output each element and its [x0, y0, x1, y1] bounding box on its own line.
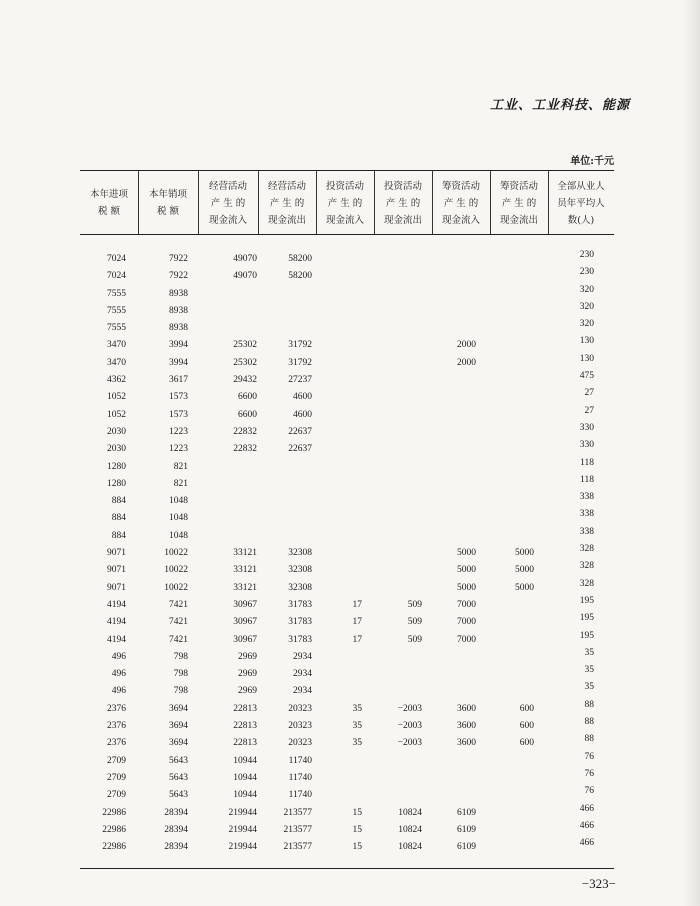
table-row	[80, 613, 620, 630]
table-row	[80, 388, 620, 405]
table-cell: 219944	[228, 824, 257, 835]
table-cell: 35	[584, 647, 594, 658]
table-row	[80, 579, 620, 596]
table-cell: 3470	[107, 357, 126, 368]
table-cell: 5643	[169, 790, 188, 801]
table-cell: 25302	[233, 340, 257, 351]
table-cell: 7024	[107, 271, 126, 282]
column-header-financing-outflow: 筹资活动 产 生 的 现金流出	[499, 180, 538, 226]
table-cell: 17	[352, 599, 362, 610]
table-cell: 11740	[288, 790, 312, 801]
table-row	[80, 509, 620, 526]
column-header-investing-outflow: 投资活动 产 生 的 现金流出	[383, 180, 422, 226]
table-cell: 33121	[233, 548, 257, 559]
table-cell: 7000	[457, 599, 476, 610]
table-cell: 2934	[293, 669, 312, 680]
table-cell: 7421	[169, 617, 188, 628]
table-row	[80, 804, 620, 821]
table-cell: 4194	[107, 617, 126, 628]
table-cell: 22813	[233, 703, 257, 714]
table-cell: 58200	[288, 254, 312, 264]
table-cell: 195	[579, 630, 594, 641]
column-header-output-tax: 本年销项 税 额	[148, 189, 187, 217]
table-row	[80, 475, 620, 492]
table-cell: 1280	[107, 461, 126, 472]
table-cell: 17	[352, 634, 362, 645]
table-row	[80, 734, 620, 751]
table-cell: 496	[111, 651, 126, 662]
table-cell: 509	[407, 617, 422, 628]
table-row	[80, 458, 620, 475]
table-row	[80, 492, 620, 509]
table-cell: 31792	[288, 357, 312, 368]
table-cell: 88	[584, 717, 594, 728]
table-cell: 2000	[457, 357, 476, 368]
table-cell: 1223	[169, 444, 188, 455]
table-body	[80, 250, 620, 855]
table-cell: 2376	[107, 721, 126, 732]
table-cell: 330	[579, 422, 594, 433]
table-cell: 2934	[293, 686, 312, 697]
table-cell: −2003	[397, 738, 422, 749]
table-row	[80, 648, 620, 665]
table-cell: −2003	[397, 721, 422, 732]
column-header-avg-employees: 全部从业人 员年平均人 数(人)	[557, 180, 605, 226]
table-cell: 27	[584, 388, 594, 399]
table-row	[80, 700, 620, 717]
table-cell: 7922	[169, 254, 188, 264]
table-cell: 30967	[233, 634, 257, 645]
table-cell: 884	[111, 530, 126, 541]
table-cell: 130	[579, 353, 594, 364]
table-cell: 3617	[169, 375, 188, 386]
table-cell: 22986	[102, 807, 126, 818]
table-cell: 213577	[283, 807, 312, 818]
table-cell: 88	[584, 734, 594, 745]
table-cell: 7555	[107, 288, 126, 299]
table-cell: 496	[111, 686, 126, 697]
table-row	[80, 682, 620, 699]
table-cell: 2030	[107, 426, 126, 437]
table-cell: 31783	[288, 634, 312, 645]
table-cell: 2000	[457, 340, 476, 351]
table-cell: 27237	[288, 375, 312, 386]
table-cell: 6109	[457, 824, 476, 835]
table-cell: 2376	[107, 703, 126, 714]
table-cell: 1052	[107, 409, 126, 420]
table-cell: 5000	[457, 582, 476, 593]
table-cell: 509	[407, 634, 422, 645]
column-header-financing-inflow: 筹资活动 产 生 的 现金流入	[441, 180, 480, 226]
table-cell: 1280	[107, 478, 126, 489]
table-cell: 35	[584, 665, 594, 676]
table-cell: 230	[579, 267, 594, 278]
table-cell: 7000	[457, 617, 476, 628]
table-cell: 2969	[238, 686, 257, 697]
table-cell: 1048	[169, 513, 188, 524]
table-row	[80, 769, 620, 786]
table-cell: 6109	[457, 842, 476, 853]
table-cell: 5000	[515, 565, 534, 576]
table-cell: 2709	[107, 772, 126, 783]
page-number: −323−	[581, 876, 616, 891]
table-cell: 821	[173, 461, 188, 472]
table-cell: 1052	[107, 392, 126, 403]
table-row	[80, 371, 620, 388]
table-cell: 328	[579, 544, 594, 555]
table-cell: 1223	[169, 426, 188, 437]
table-cell: 33121	[233, 565, 257, 576]
table-cell: 884	[111, 513, 126, 524]
table-cell: 10022	[164, 548, 188, 559]
table-cell: 213577	[283, 842, 312, 853]
table-cell: 2709	[107, 755, 126, 766]
table-cell: 17	[352, 617, 362, 628]
table-cell: 35	[352, 721, 362, 732]
column-header-operating-inflow: 经营活动 产 生 的 现金流入	[208, 180, 247, 226]
table-cell: 320	[579, 301, 594, 312]
column-header-investing-inflow: 投资活动 产 生 的 现金流入	[325, 180, 364, 226]
table-cell: 4600	[293, 392, 312, 403]
column-header-operating-outflow: 经营活动 产 生 的 现金流出	[267, 180, 306, 226]
table-cell: 1573	[169, 409, 188, 420]
table-cell: 5643	[169, 772, 188, 783]
table-cell: 25302	[233, 357, 257, 368]
table-cell: 821	[173, 478, 188, 489]
table-cell: 76	[584, 768, 594, 779]
table-cell: 49070	[233, 254, 257, 264]
table-row	[80, 596, 620, 613]
column-header-input-tax: 本年进项 税 额	[89, 189, 128, 217]
table-row	[80, 319, 620, 336]
table-cell: 3600	[457, 703, 476, 714]
table-cell: 466	[579, 803, 594, 814]
table-row	[80, 267, 620, 284]
table-row	[80, 423, 620, 440]
table-cell: 9071	[107, 548, 126, 559]
table-cell: 5000	[515, 582, 534, 593]
table-cell: 2969	[238, 651, 257, 662]
table-cell: 5000	[457, 548, 476, 559]
table-cell: 76	[584, 751, 594, 762]
table-cell: 31792	[288, 340, 312, 351]
table-cell: 7000	[457, 634, 476, 645]
table-cell: 35	[584, 682, 594, 693]
table-cell: 22986	[102, 842, 126, 853]
table-cell: 10022	[164, 565, 188, 576]
table-cell: 213577	[283, 824, 312, 835]
table-cell: 27	[584, 405, 594, 416]
table-cell: 10824	[398, 824, 422, 835]
table-cell: 118	[580, 457, 594, 468]
table-cell: 4194	[107, 634, 126, 645]
table-cell: 509	[407, 599, 422, 610]
table-cell: −2003	[397, 703, 422, 714]
table-cell: 320	[579, 319, 594, 330]
table-cell: 7922	[169, 271, 188, 282]
table-cell: 20323	[288, 703, 312, 714]
table-row	[80, 821, 620, 838]
table-cell: 15	[352, 824, 362, 835]
table-cell: 5643	[169, 755, 188, 766]
table-cell: 195	[579, 595, 594, 606]
table-cell: 10824	[398, 807, 422, 818]
table-cell: 118	[580, 474, 594, 485]
table-cell: 20323	[288, 738, 312, 749]
table-cell: 31783	[288, 617, 312, 628]
table-cell: 6600	[238, 409, 257, 420]
table-cell: 88	[584, 699, 594, 710]
table-cell: 219944	[228, 842, 257, 853]
table-row	[80, 752, 620, 769]
table-row	[80, 354, 620, 371]
table-cell: 600	[519, 738, 534, 749]
table-row	[80, 527, 620, 544]
table-cell: 466	[579, 838, 594, 849]
table-cell: 4362	[107, 375, 126, 386]
table-cell: 10022	[164, 582, 188, 593]
table-cell: 6109	[457, 807, 476, 818]
table-cell: 798	[173, 651, 188, 662]
table-cell: 884	[111, 496, 126, 507]
table-cell: 9071	[107, 582, 126, 593]
section-title: 工业、工业科技、能源	[489, 98, 630, 113]
table-row	[80, 717, 620, 734]
table-cell: 30967	[233, 617, 257, 628]
table-cell: 330	[579, 440, 594, 451]
table-header-rule	[80, 234, 614, 235]
table-cell: 3994	[169, 340, 188, 351]
table-row	[80, 561, 620, 578]
table-cell: 3694	[169, 738, 188, 749]
table-cell: 6600	[238, 392, 257, 403]
table-cell: 338	[579, 509, 594, 520]
table-cell: 11740	[288, 772, 312, 783]
table-cell: 600	[519, 721, 534, 732]
table-cell: 58200	[288, 271, 312, 282]
table-cell: 4600	[293, 409, 312, 420]
table-cell: 76	[584, 786, 594, 797]
table-cell: 2969	[238, 669, 257, 680]
table-row	[80, 285, 620, 302]
table-cell: 7555	[107, 323, 126, 334]
table-cell: 22986	[102, 824, 126, 835]
table-cell: 798	[173, 686, 188, 697]
table-cell: 9071	[107, 565, 126, 576]
table-cell: 28394	[164, 842, 188, 853]
table-row	[80, 786, 620, 803]
table-cell: 30967	[233, 599, 257, 610]
table-cell: 466	[579, 820, 594, 831]
table-bottom-rule	[80, 868, 614, 869]
table-cell: 2376	[107, 738, 126, 749]
table-cell: 8938	[169, 305, 188, 316]
table-row	[80, 406, 620, 423]
table-cell: 3994	[169, 357, 188, 368]
table-cell: 8938	[169, 288, 188, 299]
table-cell: 22813	[233, 738, 257, 749]
table-cell: 8938	[169, 323, 188, 334]
table-cell: 600	[519, 703, 534, 714]
table-cell: 33121	[233, 582, 257, 593]
table-cell: 29432	[233, 375, 257, 386]
table-cell: 2709	[107, 790, 126, 801]
table-cell: 32308	[288, 565, 312, 576]
scan-shadow	[682, 0, 700, 906]
table-cell: 496	[111, 669, 126, 680]
table-cell: 15	[352, 807, 362, 818]
table-cell: 10944	[233, 790, 257, 801]
table-cell: 1573	[169, 392, 188, 403]
table-cell: 1048	[169, 530, 188, 541]
table-cell: 219944	[228, 807, 257, 818]
table-cell: 22813	[233, 721, 257, 732]
table-cell: 3470	[107, 340, 126, 351]
table-cell: 7555	[107, 305, 126, 316]
table-cell: 31783	[288, 599, 312, 610]
table-cell: 22832	[233, 426, 257, 437]
table-cell: 1048	[169, 496, 188, 507]
table-cell: 5000	[457, 565, 476, 576]
table-cell: 20323	[288, 721, 312, 732]
table-row	[80, 631, 620, 648]
table-cell: 5000	[515, 548, 534, 559]
table-cell: 49070	[233, 271, 257, 282]
table-cell: 7421	[169, 599, 188, 610]
table-row	[80, 250, 620, 267]
table-cell: 328	[579, 561, 594, 572]
table-cell: 338	[579, 526, 594, 537]
table-cell: 22637	[288, 426, 312, 437]
table-cell: 3600	[457, 721, 476, 732]
table-cell: 195	[579, 613, 594, 624]
table-cell: 35	[352, 738, 362, 749]
table-cell: 15	[352, 842, 362, 853]
table-cell: 475	[579, 371, 594, 382]
table-row	[80, 544, 620, 561]
table-cell: 32308	[288, 548, 312, 559]
table-row	[80, 665, 620, 682]
table-cell: 11740	[288, 755, 312, 766]
table-cell: 28394	[164, 824, 188, 835]
table-cell: 10824	[398, 842, 422, 853]
table-cell: 22832	[233, 444, 257, 455]
table-top-rule	[80, 170, 614, 171]
table-cell: 338	[579, 492, 594, 503]
unit-label: 单位:千元	[570, 156, 614, 167]
table-cell: 3600	[457, 738, 476, 749]
table-cell: 3694	[169, 721, 188, 732]
table-row	[80, 302, 620, 319]
table-cell: 2934	[293, 651, 312, 662]
table-cell: 3694	[169, 703, 188, 714]
table-cell: 28394	[164, 807, 188, 818]
table-cell: 22637	[288, 444, 312, 455]
table-cell: 7421	[169, 634, 188, 645]
table-cell: 10944	[233, 772, 257, 783]
table-cell: 130	[579, 336, 594, 347]
table-cell: 2030	[107, 444, 126, 455]
table-cell: 230	[579, 250, 594, 260]
table-cell: 7024	[107, 254, 126, 264]
table-cell: 32308	[288, 582, 312, 593]
table-cell: 4194	[107, 599, 126, 610]
table-cell: 35	[352, 703, 362, 714]
table-row	[80, 838, 620, 855]
table-row	[80, 336, 620, 353]
table-cell: 10944	[233, 755, 257, 766]
table-row	[80, 440, 620, 457]
table-cell: 798	[173, 669, 188, 680]
table-cell: 328	[579, 578, 594, 589]
table-cell: 320	[579, 284, 594, 295]
